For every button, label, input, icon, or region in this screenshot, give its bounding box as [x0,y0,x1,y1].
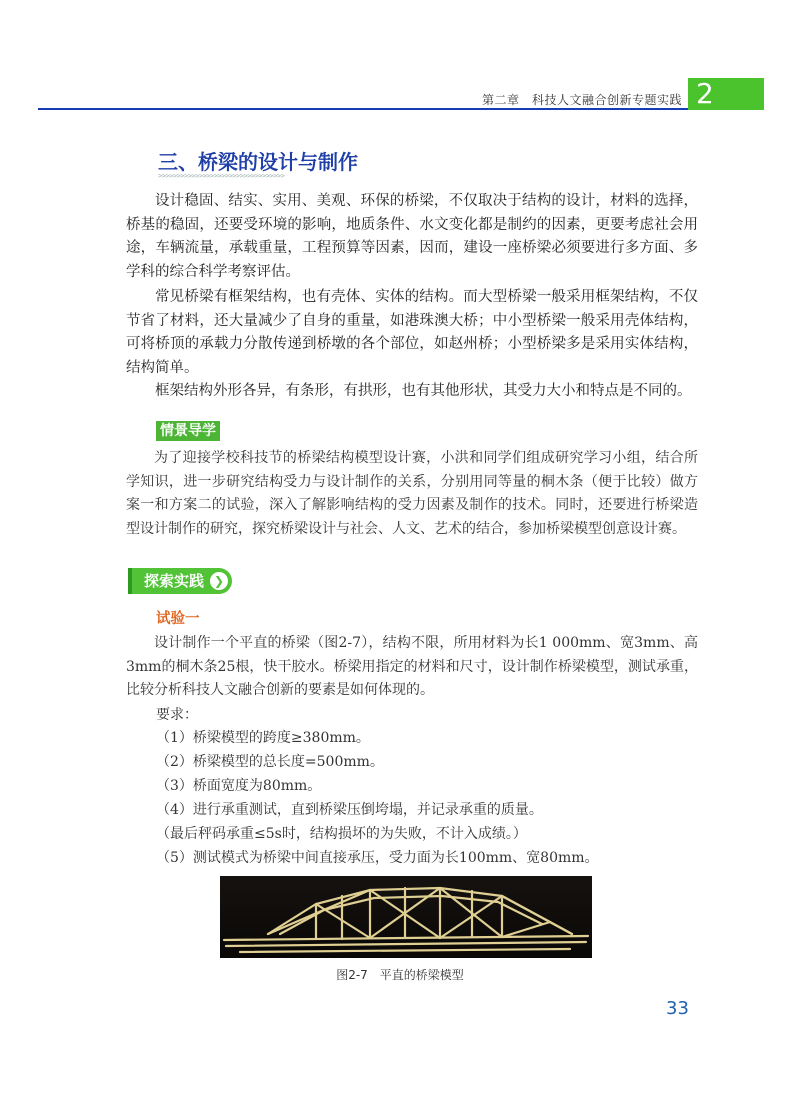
chapter-number-badge: 2 [688,78,764,110]
requirement-item: （最后秤码承重≤5s时，结构损坏的为失败，不计入成绩。） [156,826,527,842]
requirement-item: （5）测试模式为桥梁中间直接承压，受力面为长100mm、宽80mm。 [156,850,599,866]
requirements-label: 要求： [156,707,198,723]
paragraph-2: 常见桥梁有框架结构，也有壳体、实体的结构。而大型桥梁一般采用框架结构，不仅节省了材料，还大量减少了自身的重量，如港珠澳大桥；中小型桥梁一般采用壳体结构，可将桥顶的承载力分散传递到桥墩的各个部位，如赵州桥；小型桥梁多是采用实体结构，结构简单。 [126,289,698,376]
requirement-item: （2）桥梁模型的总长度=500mm。 [156,754,384,770]
figure-caption: 图2-7 平直的桥梁模型 [336,968,464,982]
scenario-text: 为了迎接学校科技节的桥梁结构模型设计赛，小洪和同学们组成研究学习小组，结合所学知识，进一步研究结构受力与设计制作的关系，分别用同等量的桐木条（便于比较）做方案一和方案二的试验，深入了解影响结构的受力因素及制作的技术。同时，还要进行桥梁造型设计制作的研究，探究桥梁设计与社会、人文、艺术的结合，参加桥梁模型创意设计赛。 [126,450,698,537]
scenario-tag: 情景导学 [156,421,220,441]
running-header: 第二章 科技人文融合创新专题实践 [481,93,682,107]
paragraph-1: 设计稳固、结实、实用、美观、环保的桥梁，不仅取决于结构的设计，材料的选择，桥基的稳固，还要受环境的影响，地质条件、水文变化都是制约的因素，更要考虑社会用途，车辆流量，承载重量，工程预算等因素，因而，建设一座桥梁必须要进行多方面、多学科的综合科学考察评估。 [126,193,698,280]
page-number: 33 [666,998,689,1019]
explore-practice-badge [128,568,232,594]
section-divider: >>>>>>>>>>>>>>>>>>>>>>>>>>>>>>>>>> [158,172,285,180]
paragraph-3: 框架结构外形各异，有条形，有拱形，也有其他形状，其受力大小和特点是不同的。 [155,383,692,399]
requirement-item: （1）桥梁模型的跨度≥380mm。 [156,730,370,746]
section-title: 三、桥梁的设计与制作 [158,150,358,174]
requirement-item: （4）进行承重测试，直到桥梁压倒垮塌，并记录承重的质量。 [156,802,543,818]
bridge-model-photo [220,876,592,958]
explore-badge-label: 探索实践 [144,572,205,590]
requirement-item: （3）桥面宽度为80mm。 [156,778,322,794]
chevron-right-icon: ❯ [210,572,228,590]
trial-intro: 设计制作一个平直的桥梁（图2-7），结构不限，所用材料为长1 000mm、宽3mm、高3mm的桐木条25根，快干胶水。桥梁用指定的材料和尺寸，设计制作桥梁模型，测试承重，比较分析科技人文融合创新的要素是如何体现的。 [126,635,698,698]
bridge-model-illustration [220,876,592,958]
trial-title: 试验一 [156,611,200,627]
header-rule [38,108,688,110]
